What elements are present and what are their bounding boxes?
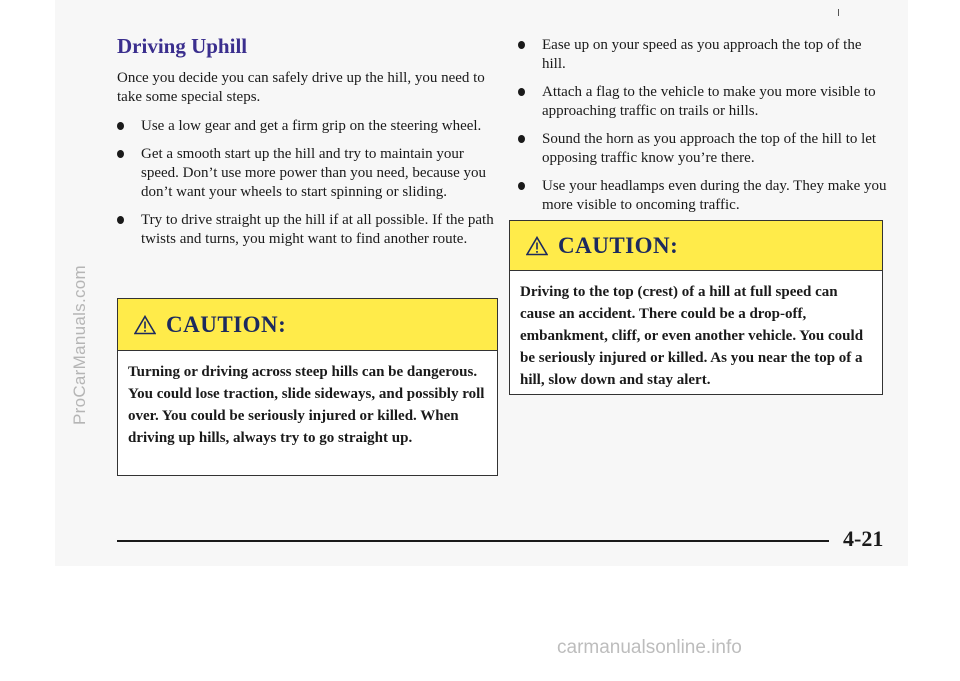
caution-text: Turning or driving across steep hills can be dangerous. You could lose traction, slide sideways, and possibly roll over. You could be seriously injured or killed. When driving up hills, always try to go straight up. <box>128 364 485 446</box>
registration-mark <box>838 9 839 16</box>
list-item <box>518 177 888 215</box>
page-number: 4-21 <box>843 526 884 551</box>
intro-paragraph: Once you decide you can safely drive up the hill, you need to take some special steps. <box>117 70 485 105</box>
bullet-text: Attach a flag to the vehicle to make you more visible to approaching traffic on trails or hills. <box>542 84 876 119</box>
list-item <box>518 83 888 121</box>
bullet-text: Ease up on your speed as you approach the top of the hill. <box>542 37 862 72</box>
warning-triangle-icon <box>134 315 156 335</box>
list-item <box>518 130 888 168</box>
caution-label: CAUTION: <box>166 311 287 337</box>
caution-box-right <box>509 220 883 395</box>
caution-text: Driving to the top (crest) of a hill at full speed can cause an accident. There could be a drop-off, embankment, cliff, or even another vehicle. You could be seriously injured or killed. As you near the top of a hill, slow down and stay alert. <box>520 284 864 388</box>
warning-triangle-icon <box>526 236 548 256</box>
list-item <box>117 211 497 249</box>
bottom-watermark: carmanualsonline.info <box>557 637 742 658</box>
left-column <box>117 34 497 258</box>
list-item <box>117 117 497 136</box>
bullet-text: Use a low gear and get a firm grip on the steering wheel. <box>141 118 482 134</box>
list-item <box>518 36 888 74</box>
left-bullet-list <box>117 117 497 249</box>
bullet-icon <box>117 150 124 158</box>
right-bullet-list <box>518 36 888 215</box>
caution-box-left <box>117 298 498 476</box>
side-watermark: ProCarManuals.com <box>70 264 89 426</box>
bullet-text: Sound the horn as you approach the top of the hill to let opposing traffic know you’re there. <box>542 131 877 166</box>
bullet-icon <box>117 216 124 224</box>
bullet-text: Get a smooth start up the hill and try to maintain your speed. Don’t use more power than you need, because you don’t want your wheels to start spinning or sliding. <box>141 146 487 200</box>
bullet-icon <box>518 182 525 190</box>
caution-banner <box>510 221 882 271</box>
bullet-text: Try to drive straight up the hill if at all possible. If the path twists and turns, you might want to find another route. <box>141 212 494 247</box>
bullet-icon <box>117 122 124 130</box>
bullet-text: Use your headlamps even during the day. They make you more visible to oncoming traffic. <box>542 178 887 213</box>
caution-label: CAUTION: <box>558 232 679 258</box>
list-item <box>117 145 497 202</box>
footer-divider <box>117 540 829 542</box>
section-title: Driving Uphill <box>117 34 248 58</box>
bullet-icon <box>518 135 525 143</box>
bullet-icon <box>518 41 525 49</box>
caution-banner <box>118 299 497 351</box>
right-column <box>518 36 888 224</box>
bullet-icon <box>518 88 525 96</box>
